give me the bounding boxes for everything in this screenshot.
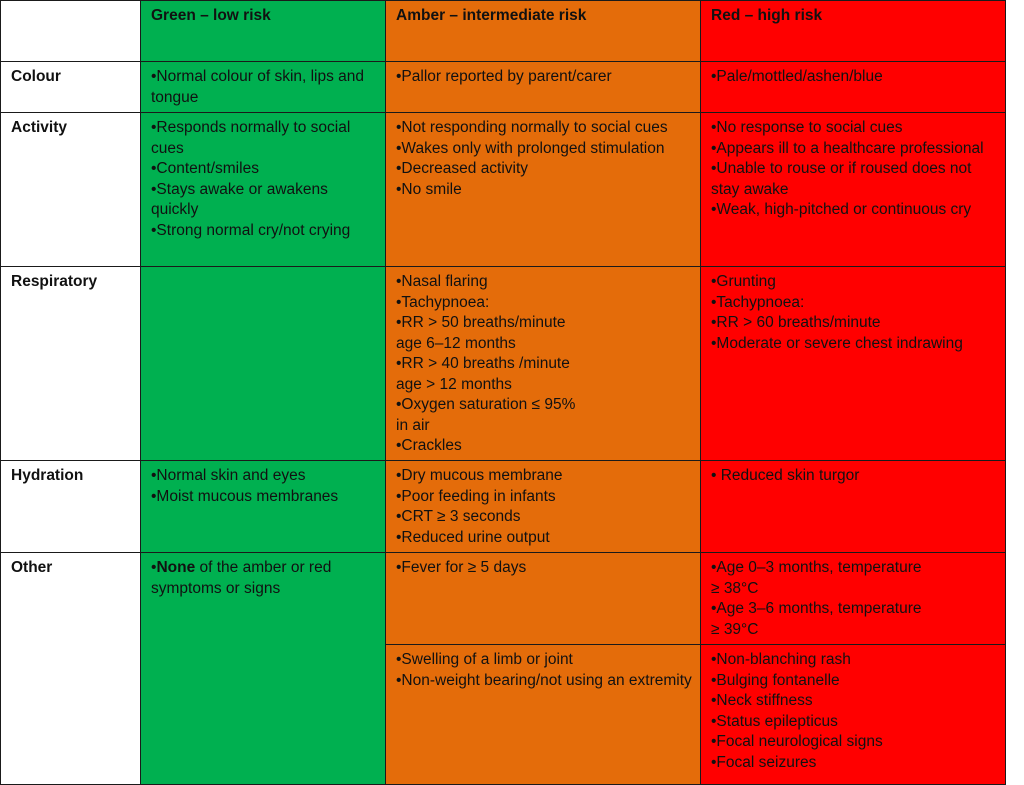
cell-line: •Swelling of a limb or joint (396, 651, 573, 668)
cell-line: •Strong normal cry/not crying (151, 221, 351, 239)
cell-line: •Not responding normally to social cues (396, 119, 668, 136)
cell-line: ≥ 38°C (711, 579, 759, 597)
cell-line: in air (396, 416, 430, 434)
cell-red (701, 62, 1006, 113)
cell-line: •Appears ill to a healthcare professional (711, 139, 984, 157)
cell-line: •No smile (396, 180, 462, 198)
bullet: • (151, 559, 157, 576)
cell-amber (386, 267, 701, 461)
row-respiratory (1, 267, 1006, 461)
row-hydration (1, 461, 1006, 553)
row-label: Respiratory (1, 267, 141, 461)
cell-amber (386, 461, 701, 553)
cell-line: •CRT ≥ 3 seconds (396, 508, 521, 525)
cell-line: •No response to social cues (711, 119, 903, 136)
cell-line: •Moist mucous membranes (151, 487, 339, 505)
none-rest-text: of the amber or red symptoms or signs (151, 559, 332, 597)
cell-line: •RR > 60 breaths/minute (711, 314, 881, 331)
cell-red (701, 267, 1006, 461)
cell-line: •Focal seizures (711, 753, 817, 771)
cell-green (141, 62, 386, 113)
cell-line: •Normal colour of skin, lips and tongue (151, 68, 365, 106)
cell-amber (386, 553, 701, 645)
cell-line: •Fever for ≥ 5 days (396, 559, 527, 576)
cell-red (701, 461, 1006, 553)
cell-line: •Unable to rouse or if roused does not stay awake (711, 160, 972, 198)
cell-line: •Responds normally to social cues (151, 119, 351, 157)
cell-line: •Tachypnoea: (396, 293, 490, 311)
header-amber: Amber – intermediate risk (386, 1, 701, 62)
cell-line: age > 12 months (396, 375, 512, 393)
row-other (1, 553, 1006, 645)
cell-line: •Status epilepticus (711, 712, 838, 730)
row-label: Hydration (1, 461, 141, 553)
cell-red (701, 553, 1006, 645)
cell-green (141, 461, 386, 553)
cell-line: •Weak, high-pitched or continuous cry (711, 201, 972, 218)
cell-green (141, 553, 386, 785)
cell-line: •Age 0–3 months, temperature (711, 559, 922, 576)
cell-line: •Pallor reported by parent/carer (396, 68, 612, 85)
cell-line: •RR > 40 breaths /minute (396, 355, 570, 372)
cell-amber (386, 113, 701, 267)
row-colour (1, 62, 1006, 113)
cell-line: •Crackles (396, 437, 462, 454)
cell-line: age 6–12 months (396, 334, 516, 352)
cell-line: • Reduced skin turgor (711, 467, 860, 484)
cell-amber (386, 645, 701, 785)
cell-line: •Grunting (711, 273, 776, 290)
cell-line: •Age 3–6 months, temperature (711, 600, 922, 617)
cell-line: •Oxygen saturation ≤ 95% (396, 396, 576, 413)
none-emphasis: None (156, 559, 196, 576)
cell-line: •Content/smiles (151, 160, 259, 177)
cell-line: •Wakes only with prolonged stimulation (396, 139, 665, 157)
cell-amber (386, 62, 701, 113)
cell-line: •Stays awake or awakens quickly (151, 180, 328, 218)
cell-line: •Neck stiffness (711, 692, 813, 709)
row-activity (1, 113, 1006, 267)
cell-red (701, 113, 1006, 267)
cell-line: •Nasal flaring (396, 273, 488, 290)
corner-cell (1, 1, 141, 62)
row-label: Colour (1, 62, 141, 113)
header-green: Green – low risk (141, 1, 386, 62)
cell-line: •Dry mucous membrane (396, 467, 563, 484)
cell-line: •Moderate or severe chest indrawing (711, 334, 963, 352)
cell-line: ≥ 39°C (711, 620, 759, 638)
cell-line: •Bulging fontanelle (711, 671, 840, 689)
cell-line: •Normal skin and eyes (151, 467, 306, 484)
cell-line: •Non-blanching rash (711, 651, 851, 668)
row-label: Activity (1, 113, 141, 267)
header-red: Red – high risk (701, 1, 1006, 62)
cell-line: •Tachypnoea: (711, 293, 805, 311)
cell-line: •Non-weight bearing/not using an extremity (396, 671, 692, 689)
cell-line: •Decreased activity (396, 160, 529, 177)
cell-red (701, 645, 1006, 785)
header-row (1, 1, 1006, 62)
cell-line: •RR > 50 breaths/minute (396, 314, 566, 331)
row-label: Other (1, 553, 141, 785)
cell-line: •Focal neurological signs (711, 733, 883, 750)
cell-line: •Reduced urine output (396, 528, 550, 546)
cell-green (141, 267, 386, 461)
cell-green (141, 113, 386, 267)
cell-line: •Pale/mottled/ashen/blue (711, 68, 883, 85)
cell-line: •Poor feeding in infants (396, 487, 556, 505)
